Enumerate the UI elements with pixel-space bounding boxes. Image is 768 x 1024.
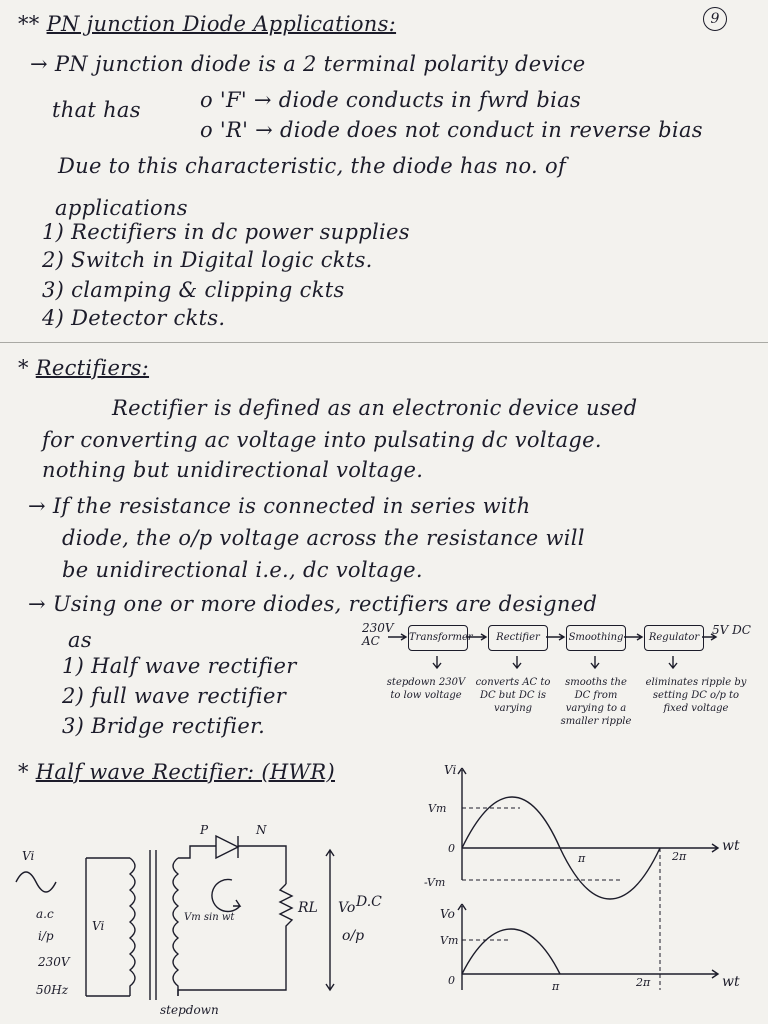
section2-list-item-1: 1) Half wave rectifier	[62, 654, 297, 678]
transformer-secondary-icon	[173, 858, 178, 996]
section1-line-2: that has	[52, 98, 141, 122]
section2-list-item-3: 3) Bridge rectifier.	[62, 714, 266, 738]
transformer-label: stepdown	[160, 1003, 219, 1017]
section1-line-4: o 'R' → diode does not conduct in reverse bias	[200, 118, 703, 142]
load-resistor-label: RL	[298, 900, 318, 916]
ac-source-icon	[16, 872, 56, 892]
output-op-label: o/p	[342, 928, 365, 944]
block-transformer: Transformer	[408, 625, 468, 651]
section2-line-2: for converting ac voltage into pulsating dc voltage.	[42, 428, 602, 452]
section1-line-1: → PN junction diode is a 2 terminal polarity device	[30, 52, 586, 76]
top-pi-label: π	[578, 852, 586, 865]
section1-heading: PN junction Diode Applications:	[46, 12, 397, 36]
section2-line-1: Rectifier is defined as an electronic device used	[112, 396, 638, 420]
section1-line-8: 2) Switch in Digital logic ckts.	[42, 248, 373, 272]
block-input-label: 230V AC	[362, 621, 394, 648]
section3-heading-prefix: *	[18, 760, 36, 784]
load-resistor-icon	[178, 884, 292, 996]
block-rectifier: Rectifier	[488, 625, 548, 651]
diode-icon	[216, 836, 238, 858]
block-output-label: 5V DC	[712, 623, 751, 637]
block-note-rectifier: converts AC to DC but DC is varying	[475, 677, 551, 714]
bottom-x-label: wt	[722, 974, 740, 990]
waveform-graphs	[424, 763, 740, 993]
transformer-primary-icon	[130, 858, 135, 996]
top-neg-vm-label: -Vm	[424, 876, 446, 889]
top-origin-label: 0	[448, 842, 455, 855]
block-regulator: Regulator	[644, 625, 704, 651]
section1-line-5: Due to this characteristic, the diode has no. of	[58, 154, 567, 178]
block-diagram-arrows	[388, 634, 716, 668]
ac-label: a.c	[36, 907, 54, 921]
bottom-x-axis	[462, 970, 718, 978]
page-number: 9	[703, 7, 727, 31]
ip-label: i/p	[38, 929, 54, 943]
secondary-vm-label: Vm sin wt	[184, 912, 235, 923]
section1-line-3: o 'F' → diode conducts in fwrd bias	[200, 88, 582, 112]
section2-line-7: → Using one or more diodes, rectifiers are designed	[28, 592, 598, 616]
voltage-label: 230V	[38, 955, 70, 969]
source-vi-top-label: Vi	[22, 849, 35, 863]
section1-line-10: 4) Detector ckts.	[42, 306, 226, 330]
section2-line-5: diode, the o/p voltage across the resistance will	[62, 526, 585, 550]
section2-list-item-2: 2) full wave rectifier	[62, 684, 287, 708]
bottom-origin-label: 0	[448, 974, 455, 987]
block-smoothing: Smoothing	[566, 625, 626, 651]
primary-vi-label: Vi	[92, 919, 105, 933]
diode-n-label: N	[256, 823, 267, 837]
block-note-smoothing: smooths the DC from varying to a smaller ripple	[560, 677, 632, 727]
section2-line-3: nothing but unidirectional voltage.	[42, 458, 424, 482]
output-dc-label: D.C	[356, 894, 382, 910]
top-vm-label: Vm	[428, 802, 447, 815]
top-2pi-label: 2π	[672, 850, 687, 863]
section2-line-6: be unidirectional i.e., dc voltage.	[62, 558, 423, 582]
section1-heading-prefix: **	[18, 12, 47, 36]
bottom-2pi-label: 2π	[636, 976, 651, 989]
hwr-circuit	[16, 823, 382, 1017]
frequency-label: 50Hz	[36, 983, 69, 997]
diode-p-label: P	[200, 823, 209, 837]
bottom-vm-label: Vm	[440, 934, 459, 947]
output-half-wave	[462, 929, 560, 974]
section2-heading-prefix: *	[18, 356, 36, 380]
section3-heading: Half wave Rectifier: (HWR)	[35, 760, 335, 784]
top-y-label: Vi	[444, 763, 457, 777]
section1-line-6: applications	[55, 196, 188, 220]
bottom-pi-label: π	[552, 980, 560, 993]
block-note-regulator: eliminates ripple by setting DC o/p to fixed voltage	[645, 677, 747, 714]
section1-line-9: 3) clamping & clipping ckts	[42, 278, 345, 302]
output-vo-label: Vo	[338, 900, 356, 916]
top-x-label: wt	[722, 838, 740, 854]
section2-line-4: → If the resistance is connected in series with	[28, 494, 531, 518]
section1-line-7: 1) Rectifiers in dc power supplies	[42, 220, 410, 244]
bottom-y-label: Vo	[440, 907, 455, 921]
block-note-transformer: stepdown 230V to low voltage	[386, 677, 466, 701]
section2-heading: Rectifiers:	[35, 356, 150, 380]
section2-line-8: as	[68, 628, 92, 652]
